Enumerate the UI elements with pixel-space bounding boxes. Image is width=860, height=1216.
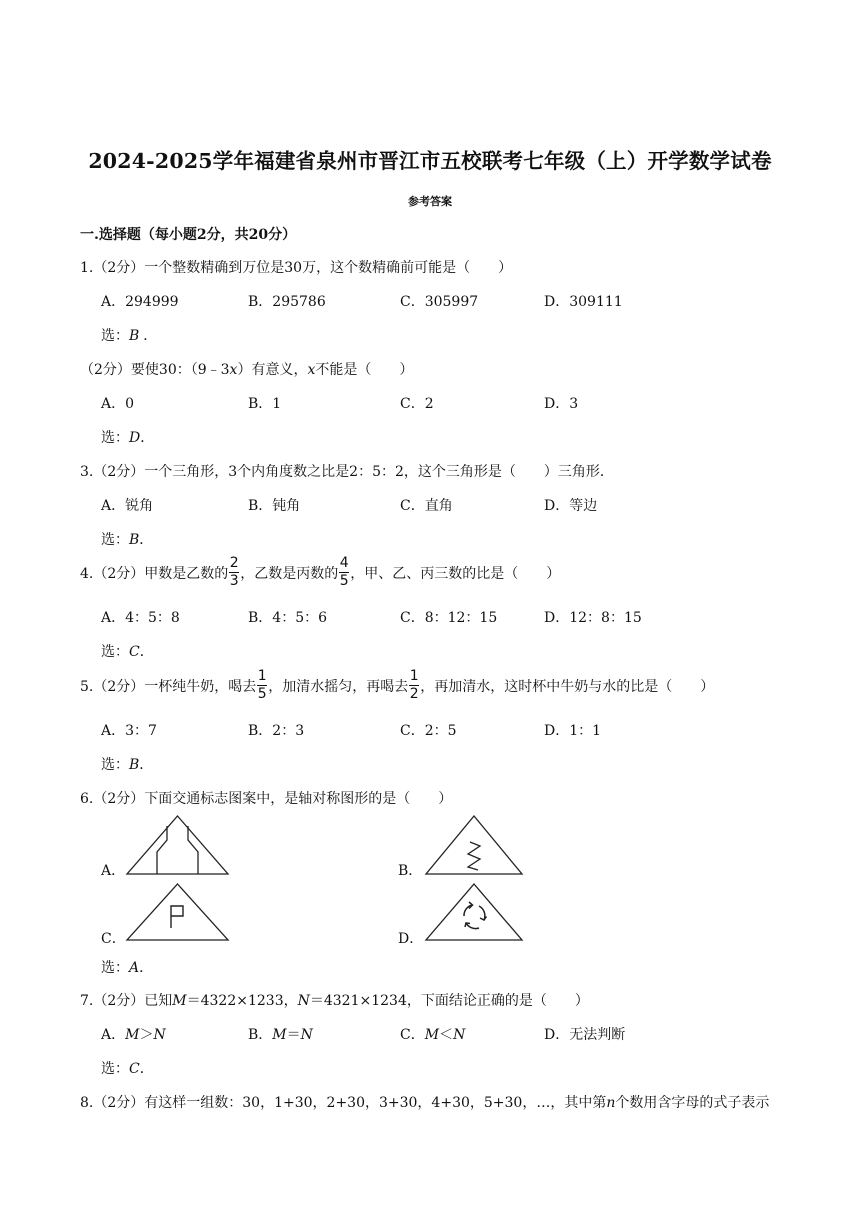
q5-option-c: C．2：5: [400, 723, 457, 739]
q7-option-a: A．M＞N: [101, 1027, 166, 1043]
traffic-sign-d-icon: [424, 882, 524, 942]
q5-option-b: B．2：3: [248, 723, 305, 739]
question-1-stem: 1.（2分）一个整数精确到万位是30万，这个数精确前可能是（ ）: [80, 260, 513, 276]
q1-option-b: B．295786: [248, 294, 326, 310]
q5-answer: 选：B．: [101, 757, 154, 773]
q5-option-d: D．1：1: [544, 723, 602, 739]
question-5-stem: 5.（2分）一杯纯牛奶，喝去 $\frac{1}{5}$ ，加清水摇匀，再喝去 $\frac{1}{2}$ ，再加清水，这时杯中牛奶与水的比是（ ）: [80, 667, 715, 702]
q6-option-b: B．: [398, 863, 423, 879]
traffic-sign-a-icon: [125, 814, 230, 876]
question-7-stem: 7.（2分）已知M＝4322×1233，N＝4321×1234，下面结论正确的是（ ）: [80, 993, 589, 1009]
q3-answer: 选：B．: [101, 532, 154, 548]
fraction-one-half: $\frac{1}{2}$: [409, 667, 419, 702]
q7-answer: 选：C．: [101, 1061, 154, 1077]
question-6-stem: 6.（2分）下面交通标志图案中，是轴对称图形的是（ ）: [80, 791, 453, 807]
question-8-stem: 8.（2分）有这样一组数：30，1+30，2+30，3+30，4+30，5+30，…，其中第n个数用含字母的式子表示: [80, 1095, 770, 1111]
fraction-four-fifths: $\frac{4}{5}$: [339, 554, 349, 589]
q6-option-d: D．: [398, 931, 424, 947]
q2-option-b: B．1: [248, 396, 282, 412]
traffic-sign-b-icon: [424, 814, 524, 876]
q3-option-c: C．直角: [400, 498, 453, 514]
q3-option-b: B．钝角: [248, 498, 301, 514]
q5-option-a: A．3：7: [101, 723, 157, 739]
q7-option-c: C．M＜N: [400, 1027, 466, 1043]
question-4-stem: 4.（2分）甲数是乙数的 $\frac{2}{3}$ ，乙数是丙数的 $\frac{4}{5}$ ，甲、乙、丙三数的比是（ ）: [80, 554, 561, 589]
fraction-one-fifth: $\frac{1}{5}$: [257, 667, 267, 702]
page-subtitle: 参考答案: [408, 195, 452, 208]
section-heading: 一.选择题（每小题2分，共20分）: [80, 227, 297, 243]
q1-answer: 选：B ．: [101, 328, 158, 344]
q6-answer: 选：A．: [101, 960, 154, 976]
question-2-stem: （2分）要使30：（9﹣3x）有意义，x不能是（ ）: [80, 362, 414, 378]
fraction-two-thirds: $\frac{2}{3}$: [229, 554, 239, 589]
q4-option-d: D．12：8：15: [544, 610, 642, 626]
q1-option-c: C．305997: [400, 294, 479, 310]
q3-option-a: A．锐角: [101, 498, 154, 514]
q4-option-a: A．4：5：8: [101, 610, 180, 626]
q2-option-a: A．0: [101, 396, 135, 412]
q7-option-b: B．M＝N: [248, 1027, 313, 1043]
q6-option-a: A．: [101, 863, 126, 879]
traffic-sign-c-icon: [125, 882, 230, 942]
page-title: 2024-2025学年福建省泉州市晋江市五校联考七年级（上）开学数学试卷: [88, 149, 772, 173]
q2-option-d: D．3: [544, 396, 579, 412]
q1-option-a: A．294999: [101, 294, 179, 310]
q4-option-b: B．4：5：6: [248, 610, 328, 626]
q4-answer: 选：C．: [101, 644, 154, 660]
q1-option-d: D．309111: [544, 294, 623, 310]
question-3-stem: 3.（2分）一个三角形，3个内角度数之比是2：5：2，这个三角形是（ ）三角形．: [80, 464, 614, 480]
q3-option-d: D．等边: [544, 498, 598, 514]
q2-answer: 选：D．: [101, 430, 155, 446]
q2-option-c: C．2: [400, 396, 434, 412]
q4-option-c: C．8：12：15: [400, 610, 498, 626]
q7-option-d: D．无法判断: [544, 1027, 626, 1043]
q6-option-c: C．: [101, 931, 126, 947]
